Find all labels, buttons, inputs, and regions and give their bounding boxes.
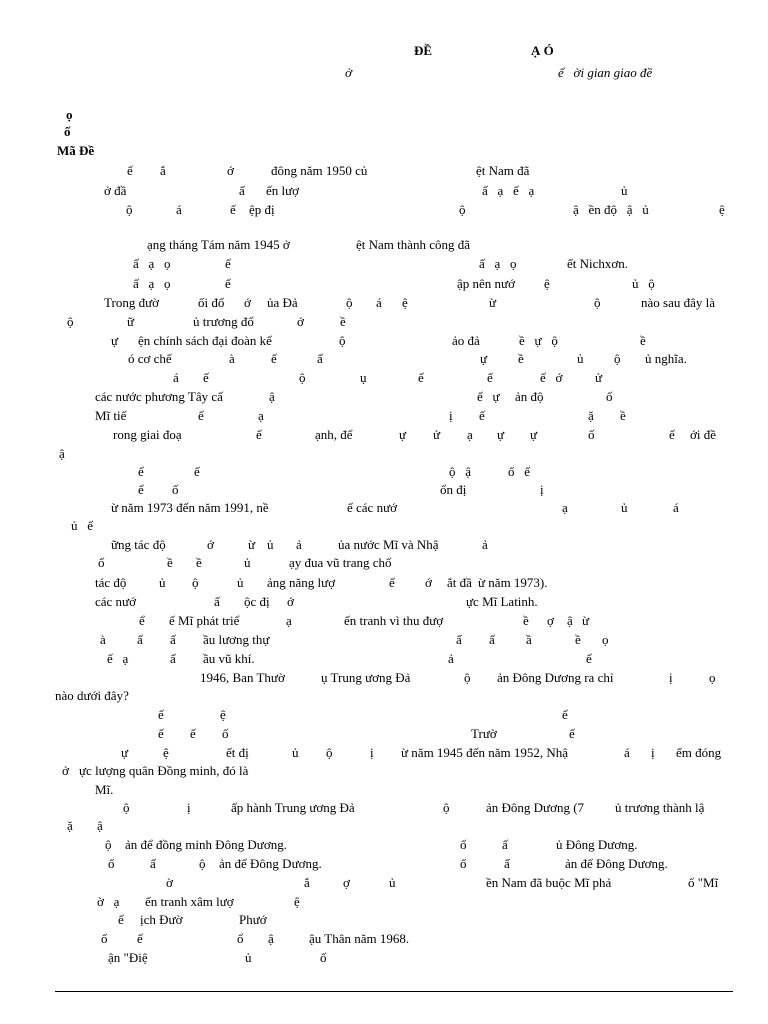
text-fragment: ớ bbox=[297, 314, 304, 329]
text-fragment: đông năm 1950 củ bbox=[271, 163, 368, 178]
text-fragment: ộ bbox=[464, 670, 471, 685]
text-fragment: ị bbox=[651, 745, 655, 760]
text-fragment: ọ bbox=[709, 670, 716, 685]
text-fragment: ệt Nam thành công đã bbox=[356, 237, 471, 252]
text-fragment: ế bbox=[198, 408, 204, 423]
text-fragment: ầ bbox=[526, 632, 532, 647]
text-fragment: ố bbox=[460, 856, 467, 871]
text-fragment: ế bbox=[230, 202, 236, 217]
text-fragment: ể bbox=[138, 464, 144, 479]
text-fragment: ấ bbox=[239, 183, 245, 198]
text-fragment: ấ bbox=[456, 632, 462, 647]
text-fragment: ết Nichxơn. bbox=[567, 256, 629, 271]
text-fragment: ệ bbox=[294, 894, 300, 909]
text-fragment: ấ ạ ọ bbox=[133, 256, 171, 271]
text-fragment: ố bbox=[101, 931, 108, 946]
text-fragment: tác độ bbox=[95, 575, 127, 590]
text-fragment: ố bbox=[98, 555, 105, 570]
text-fragment: ến tranh xâm lượ bbox=[145, 894, 234, 909]
text-fragment: ị bbox=[669, 670, 673, 685]
text-fragment: ề bbox=[518, 351, 524, 366]
text-fragment: ố "Mĩ bbox=[688, 875, 719, 890]
text-fragment: ủ trương thành lậ bbox=[615, 800, 705, 815]
text-fragment: ợ bbox=[547, 613, 554, 628]
text-fragment: ề bbox=[620, 408, 626, 423]
text-fragment: ế bbox=[190, 726, 196, 741]
text-fragment: ế bbox=[225, 256, 231, 271]
text-fragment: ế bbox=[256, 427, 262, 442]
text-fragment: ệ bbox=[220, 707, 226, 722]
text-fragment: các nước phương Tây cấ bbox=[95, 389, 223, 404]
text-fragment: ố bbox=[320, 950, 327, 965]
text-fragment: ế bbox=[479, 408, 485, 423]
text-fragment: nào dưới đây? bbox=[55, 688, 129, 703]
text-fragment: ế ự bbox=[477, 389, 500, 404]
text-fragment: ừ năm 1945 đến năm 1952, Nhậ bbox=[401, 745, 568, 760]
text-fragment: ộ bbox=[339, 333, 346, 348]
text-fragment: ế bbox=[586, 651, 592, 666]
text-fragment: ờ bbox=[166, 875, 173, 890]
text-fragment: ệt Nam đã bbox=[476, 163, 530, 178]
text-fragment: ở bbox=[62, 763, 69, 778]
text-fragment: ả bbox=[448, 651, 454, 666]
text-fragment: ủa nước Mĩ và Nhậ bbox=[338, 537, 439, 552]
text-fragment: ậ bbox=[97, 818, 103, 833]
text-fragment: á bbox=[376, 295, 382, 310]
text-fragment: ủ ế bbox=[71, 518, 94, 533]
text-fragment: ậu Thân năm 1968. bbox=[309, 931, 410, 946]
text-fragment: ắ bbox=[160, 163, 166, 178]
text-fragment: ố bbox=[588, 427, 595, 442]
text-fragment: ộ bbox=[443, 800, 450, 815]
text-fragment: ộc đị bbox=[244, 594, 270, 609]
text-fragment: à bbox=[229, 351, 235, 366]
text-fragment: ự bbox=[111, 333, 119, 348]
text-fragment: ế bbox=[194, 464, 200, 479]
text-fragment: ổ bbox=[237, 931, 244, 946]
text-fragment: ể bbox=[138, 482, 144, 497]
text-fragment: ừ năm 1973). bbox=[478, 575, 548, 590]
text-fragment: ộ bbox=[126, 202, 133, 217]
text-fragment: ế ớ bbox=[540, 370, 563, 385]
exam-subtitle-left: ở bbox=[345, 65, 352, 80]
text-fragment: ộ bbox=[299, 370, 306, 385]
text-fragment: ấ bbox=[137, 632, 143, 647]
text-fragment: ủ ộ bbox=[632, 276, 655, 291]
text-fragment: ậ ền độ ậ ủ bbox=[573, 202, 649, 217]
text-fragment: ầu lương thự bbox=[203, 632, 270, 647]
text-fragment: ừ bbox=[582, 613, 590, 628]
text-fragment: Mĩ tiế bbox=[95, 408, 127, 423]
text-fragment: ế bbox=[158, 707, 164, 722]
text-fragment: ủ Đông Dương. bbox=[556, 837, 638, 852]
text-fragment: Trong đườ bbox=[104, 295, 159, 310]
text-fragment: ạy đua vũ trang chố bbox=[289, 555, 392, 570]
text-fragment: ề bbox=[340, 314, 346, 329]
text-fragment: ử bbox=[595, 370, 603, 385]
text-fragment: ể bbox=[139, 613, 145, 628]
text-fragment: ớ bbox=[425, 575, 432, 590]
text-fragment: ộ bbox=[105, 837, 112, 852]
student-number-label: ố bbox=[64, 124, 71, 139]
text-fragment: ới đề bbox=[690, 427, 717, 442]
text-fragment: ừ bbox=[248, 537, 256, 552]
text-fragment: ớ bbox=[227, 163, 234, 178]
text-fragment: ộ bbox=[614, 351, 621, 366]
text-fragment: á bbox=[176, 202, 182, 217]
text-fragment: ế bbox=[271, 351, 277, 366]
text-fragment: ản Đông Dương ra chỉ bbox=[497, 670, 614, 685]
text-fragment: ộ bbox=[346, 295, 353, 310]
text-fragment: ủ bbox=[159, 575, 166, 590]
text-fragment: ủ bbox=[621, 500, 628, 515]
text-fragment: ế bbox=[389, 575, 395, 590]
text-fragment: ủ bbox=[577, 351, 584, 366]
text-fragment: ấ bbox=[504, 856, 510, 871]
text-fragment: ảo đả bbox=[452, 333, 480, 348]
text-fragment: ề bbox=[196, 555, 202, 570]
text-fragment: ộ bbox=[326, 745, 333, 760]
text-fragment: ện chính sách đại đoàn kế bbox=[138, 333, 272, 348]
text-fragment: ố bbox=[222, 726, 229, 741]
text-fragment: ộ bbox=[199, 856, 206, 871]
text-fragment: ấp hành Trung ương Đả bbox=[231, 800, 355, 815]
text-fragment: ế bbox=[418, 370, 424, 385]
text-fragment: ộ bbox=[594, 295, 601, 310]
text-fragment: ấ bbox=[214, 594, 220, 609]
text-fragment: ụ bbox=[360, 370, 367, 385]
text-fragment: ề ự ộ bbox=[519, 333, 558, 348]
text-fragment: ế bbox=[137, 931, 143, 946]
text-fragment: ủ trương đổ bbox=[193, 314, 254, 329]
exam-title-left: ĐỀ bbox=[414, 43, 433, 58]
text-fragment: ạ bbox=[467, 427, 473, 442]
text-fragment: ề bbox=[575, 632, 581, 647]
text-fragment: ản để Đông Dương. bbox=[565, 856, 668, 871]
text-fragment: ủ nghĩa. bbox=[645, 351, 687, 366]
text-fragment: ố bbox=[108, 856, 115, 871]
text-fragment: ủ bbox=[621, 183, 628, 198]
text-fragment: ịch Đườ bbox=[140, 912, 183, 927]
text-fragment: á bbox=[624, 745, 630, 760]
student-name-label: ọ bbox=[66, 107, 73, 122]
text-fragment: ế bbox=[562, 707, 568, 722]
text-fragment: ến tranh vì thu đượ bbox=[344, 613, 444, 628]
text-fragment: ừ bbox=[489, 295, 497, 310]
text-fragment: ủa Đả bbox=[267, 295, 298, 310]
text-fragment: ị bbox=[187, 800, 191, 815]
text-fragment: ạ bbox=[562, 500, 568, 515]
text-fragment: ấ bbox=[170, 651, 176, 666]
text-fragment: ả bbox=[296, 537, 302, 552]
text-fragment: ớ bbox=[244, 295, 251, 310]
text-fragment: ề bbox=[640, 333, 646, 348]
text-fragment: ề bbox=[523, 613, 529, 628]
text-fragment: ế bbox=[127, 163, 133, 178]
text-fragment: á bbox=[673, 500, 679, 515]
text-fragment: ận "Điệ bbox=[108, 950, 148, 965]
text-fragment: ực Mĩ Latinh. bbox=[466, 594, 538, 609]
text-fragment: ế bbox=[118, 912, 124, 927]
text-fragment: ạng tháng Tám năm 1945 ở bbox=[147, 237, 290, 252]
text-fragment: ố ế bbox=[508, 464, 531, 479]
text-fragment: ọ bbox=[602, 632, 609, 647]
text-fragment: ậ bbox=[268, 931, 274, 946]
text-fragment: ợ bbox=[343, 875, 350, 890]
text-fragment: ế các nướ bbox=[347, 500, 398, 515]
text-fragment: ế bbox=[203, 370, 209, 385]
text-fragment: ấ bbox=[150, 856, 156, 871]
text-fragment: ấ ạ ọ bbox=[479, 256, 517, 271]
text-fragment: ền Nam đã buộc Mĩ phả bbox=[486, 875, 612, 890]
text-fragment: ệp đị bbox=[249, 202, 275, 217]
text-fragment: ủ bbox=[389, 875, 396, 890]
text-fragment: ấ ạ ế ạ bbox=[482, 183, 535, 198]
text-fragment: ầu vũ khí. bbox=[203, 651, 255, 666]
text-fragment: ạnh, để bbox=[315, 427, 353, 442]
text-fragment: ảng năng lượ bbox=[267, 575, 336, 590]
text-fragment: các nướ bbox=[95, 594, 136, 609]
text-fragment: ến lượ bbox=[266, 183, 300, 198]
text-fragment: ó cơ chế bbox=[128, 351, 172, 366]
text-fragment: ề bbox=[167, 555, 173, 570]
text-fragment: ản để đồng minh Đông Dương. bbox=[125, 837, 287, 852]
text-fragment: ậ bbox=[567, 613, 573, 628]
text-fragment: ự bbox=[480, 351, 488, 366]
text-fragment: ự bbox=[497, 427, 505, 442]
text-fragment: ệ bbox=[544, 276, 550, 291]
text-fragment: ự bbox=[399, 427, 407, 442]
text-fragment: ản để Đông Dương. bbox=[219, 856, 322, 871]
text-fragment: nào sau đây là bbox=[641, 295, 716, 310]
text-fragment: ự bbox=[121, 745, 129, 760]
text-fragment: ủ bbox=[245, 950, 252, 965]
text-fragment: ệ bbox=[163, 745, 169, 760]
text-fragment: ủ bbox=[237, 575, 244, 590]
text-fragment: Phướ bbox=[239, 912, 267, 927]
text-fragment: ớ bbox=[207, 537, 214, 552]
footer-rule bbox=[55, 991, 733, 992]
text-fragment: ị bbox=[540, 482, 544, 497]
text-fragment: ế bbox=[669, 427, 675, 442]
text-fragment: ậ bbox=[59, 446, 65, 461]
text-fragment: ản độ bbox=[515, 389, 544, 404]
text-fragment: ặ bbox=[588, 408, 594, 423]
text-fragment: ấ bbox=[170, 632, 176, 647]
text-fragment: ử bbox=[433, 427, 441, 442]
exam-title-right: Ạ Ó bbox=[531, 43, 554, 58]
text-fragment: á bbox=[173, 370, 179, 385]
text-fragment: ị bbox=[370, 745, 374, 760]
text-fragment: ệ bbox=[402, 295, 408, 310]
text-fragment: ộ bbox=[192, 575, 199, 590]
text-fragment: ủ bbox=[292, 745, 299, 760]
text-fragment: ự bbox=[530, 427, 538, 442]
text-fragment: ạ bbox=[258, 408, 264, 423]
text-fragment: ối đố bbox=[198, 295, 225, 310]
text-fragment: rong giai đoạ bbox=[113, 427, 182, 442]
text-fragment: ắ bbox=[304, 875, 310, 890]
text-fragment: ế bbox=[158, 726, 164, 741]
text-fragment: ực lượng quân Đồng minh, đó là bbox=[79, 763, 249, 778]
text-fragment: ố bbox=[172, 482, 179, 497]
text-fragment: ị bbox=[449, 408, 453, 423]
text-fragment: ổn đị bbox=[440, 482, 467, 497]
text-fragment: ở đầ bbox=[104, 183, 127, 198]
text-fragment: Mĩ. bbox=[95, 782, 114, 797]
text-fragment: ả bbox=[482, 537, 488, 552]
text-fragment: ết đị bbox=[226, 745, 249, 760]
text-fragment: à bbox=[100, 632, 106, 647]
text-fragment: ấ ạ ọ bbox=[133, 276, 171, 291]
text-fragment: ắt đầ bbox=[447, 575, 472, 590]
text-fragment: ủ bbox=[244, 555, 251, 570]
text-fragment: ế Mĩ phát triể bbox=[169, 613, 240, 628]
text-fragment: ộ bbox=[67, 314, 74, 329]
text-fragment: ớ bbox=[287, 594, 294, 609]
text-fragment: ệ bbox=[719, 202, 725, 217]
text-fragment: ố bbox=[606, 389, 613, 404]
text-fragment: ản Đông Dương (7 bbox=[486, 800, 585, 815]
text-fragment: ấ bbox=[489, 632, 495, 647]
text-fragment: ấ bbox=[502, 837, 508, 852]
text-fragment: ộ ậ bbox=[449, 464, 472, 479]
text-fragment: ập nên nướ bbox=[457, 276, 515, 291]
text-fragment: ờ ạ bbox=[97, 894, 120, 909]
text-fragment: ế bbox=[225, 276, 231, 291]
exam-code-label: Mã Đề bbox=[57, 143, 95, 158]
text-fragment: ế bbox=[487, 370, 493, 385]
text-fragment: ững tác độ bbox=[111, 537, 166, 552]
text-fragment: ấ bbox=[317, 351, 323, 366]
text-fragment: ạ bbox=[286, 613, 292, 628]
text-fragment: ữ bbox=[127, 314, 135, 329]
text-fragment: ế bbox=[569, 726, 575, 741]
text-fragment: ộ bbox=[459, 202, 466, 217]
text-fragment: 1946, Ban Thườ bbox=[200, 670, 285, 685]
text-fragment: ừ năm 1973 đến năm 1991, nề bbox=[111, 500, 269, 515]
text-fragment: ủ bbox=[267, 537, 274, 552]
text-fragment: ộ bbox=[123, 800, 130, 815]
text-fragment: ế ạ bbox=[107, 651, 129, 666]
exam-time-note: ể ời gian giao đề bbox=[558, 65, 653, 80]
text-fragment: ếm đóng bbox=[676, 745, 722, 760]
text-fragment: ố bbox=[460, 837, 467, 852]
text-fragment: Trườ bbox=[471, 726, 497, 741]
text-fragment: ụ Trung ương Đả bbox=[321, 670, 411, 685]
text-fragment: ậ bbox=[269, 389, 275, 404]
text-fragment: ặ bbox=[67, 818, 73, 833]
